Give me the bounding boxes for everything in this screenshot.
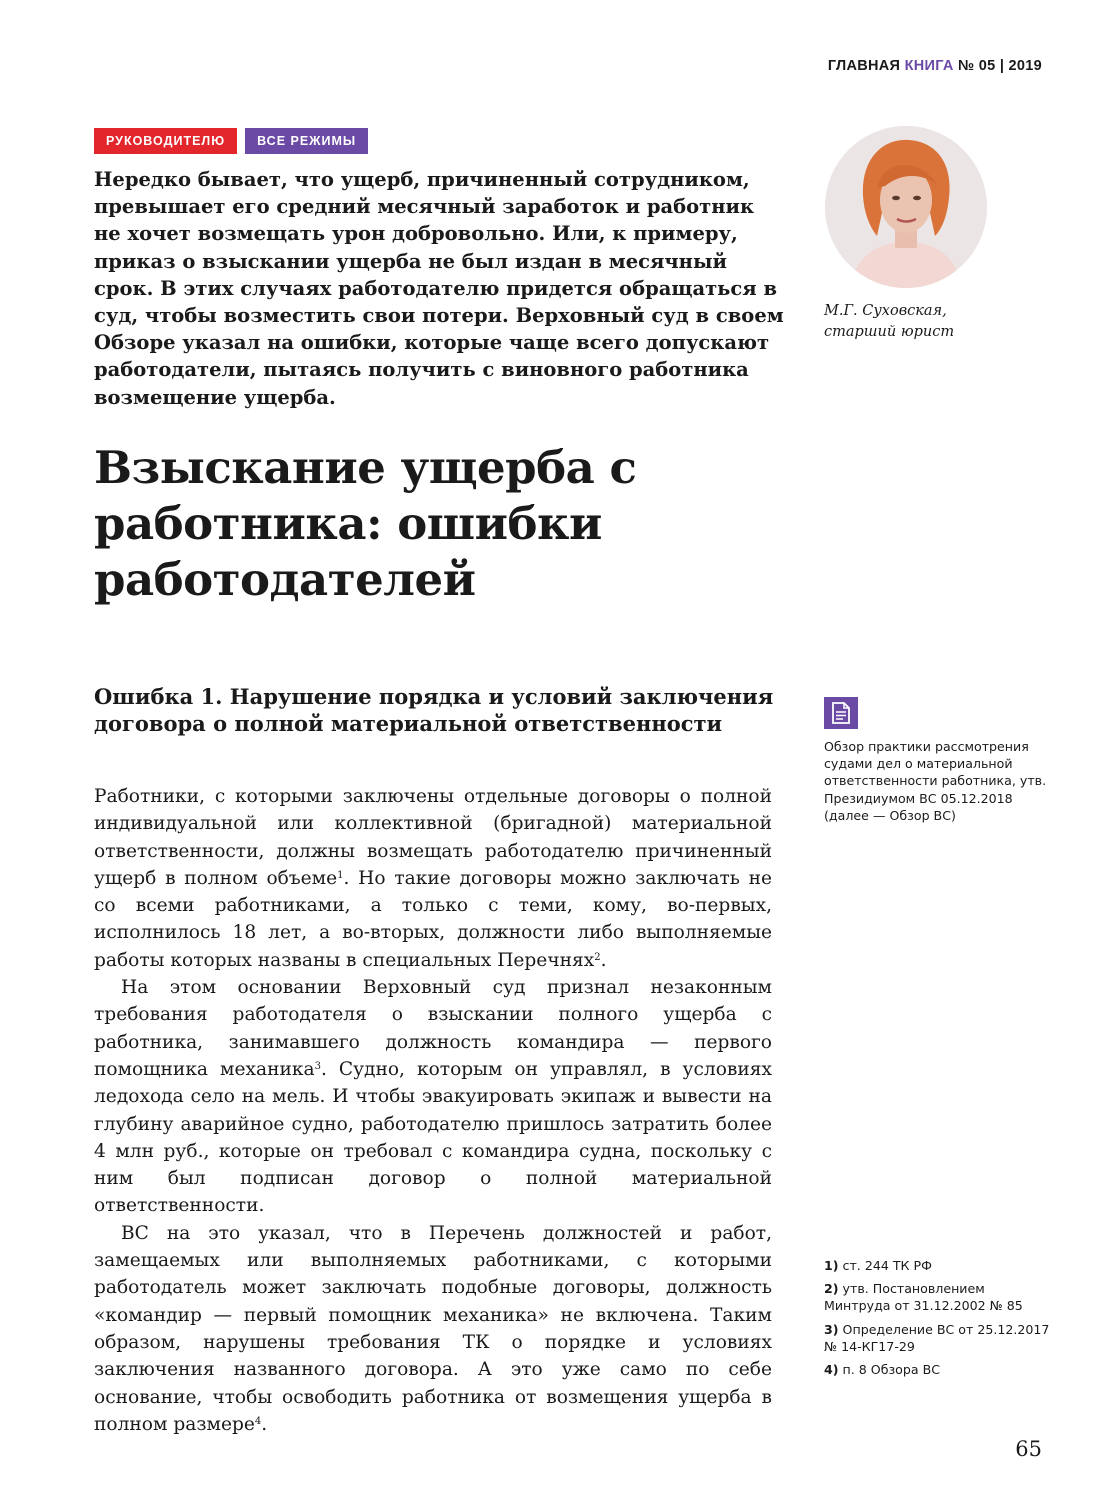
author-role: старший юрист — [824, 324, 955, 340]
footnote-item: 3) Определение ВС от 25.12.2017 № 14-КГ17-29 — [824, 1321, 1050, 1354]
tag-manager[interactable]: РУКОВОДИТЕЛЮ — [94, 128, 237, 154]
magazine-header — [828, 58, 1042, 74]
footnote-item: 1) ст. 244 ТК РФ — [824, 1258, 932, 1273]
footnote-item: 2) утв. Постановлением Минтруда от 31.12.2002 № 85 — [824, 1281, 1023, 1314]
side-note: Обзор практики рассмотрения судами дел о материальной ответственности работника, утв. Президиумом ВС 05.12.2018 (далее — Обзор ВС) — [824, 739, 1047, 823]
footnote-ref[interactable]: 2 — [594, 951, 601, 963]
footnotes-list — [824, 1257, 1050, 1384]
brand-accent: КНИГА — [904, 58, 954, 74]
footnote-item: 4) п. 8 Обзора ВС — [824, 1362, 941, 1378]
article-title: Взыскание ущерба с работника: ошибки работодателей — [94, 441, 637, 606]
category-tags — [94, 128, 368, 154]
footnote-ref[interactable]: 4 — [254, 1415, 262, 1427]
body-paragraph: Работники, с которыми заключены отдельные договоры о полной индивидуальной или коллективной (бригадной) материальной ответственности, должны возмещать работодателю причиненный ущерб в полном объеме$^1$. Но такие договоры можно заключать не со всеми работниками, а только с теми, кому, во-первых, исполнилось 18 лет, а во-вторых, должности либо выполняемые работы которых названы в специальных Перечнях$^2$. — [94, 786, 772, 971]
author-caption — [824, 301, 1044, 343]
tag-all-modes[interactable]: ВСЕ РЕЖИМЫ — [245, 128, 368, 154]
article-lead: Нередко бывает, что ущерб, причиненный сотрудником, превышает его средний месячный заработок и работник не хочет возмещать урон добровольно. Или, к примеру, приказ о взыскании ущерба не был издан в месячный срок. В этих случаях работодателю придется обращаться в суд, чтобы возместить свои потери. Верховный суд в своем Обзоре указал на ошибки, которые чаще всего допускают работодатели, пытаясь получить с виновного работника возмещение ущерба. — [94, 168, 784, 409]
author-photo — [825, 126, 987, 288]
author-name: М.Г. Суховская, — [824, 303, 947, 319]
footnote-ref[interactable]: 1 — [337, 869, 344, 881]
brand-main: ГЛАВНАЯ — [827, 58, 901, 74]
issue-number: № 05 | 2019 — [958, 58, 1042, 74]
article-body — [94, 783, 772, 1438]
section-title: Ошибка 1. Нарушение порядка и условий заключения договора о полной материальной ответственности — [94, 684, 774, 736]
document-icon — [824, 697, 858, 729]
body-paragraph: ВС на это указал, что в Перечень должностей и работ, замещаемых или выполняемых работниками, с которыми работодатель может заключать подобные договоры, должность «командир — первый помощник механика» не включена. Таким образом, нарушены требования ТК о порядке и условиях заключения названного договора. А это уже само по себе основание, чтобы освободить работника от возмещения ущерба в полном размере$^4$. — [94, 1222, 772, 1435]
footnote-ref[interactable]: 3 — [314, 1060, 321, 1072]
page-number: 65 — [1015, 1437, 1042, 1461]
body-paragraph: На этом основании Верховный суд признал незаконным требования работодателя о взыскании полного ущерба с работника, занимавшего должность командира — первого помощника механика$^3$. Судно, которым он управлял, в условиях ледохода село на мель. И чтобы эвакуировать экипаж и вывести на глубину аварийное судно, работодателю пришлось затратить более 4 млн руб., которые он требовал с командира судна, поскольку с ним был подписан договор о полной материальной ответственности. — [94, 977, 772, 1217]
